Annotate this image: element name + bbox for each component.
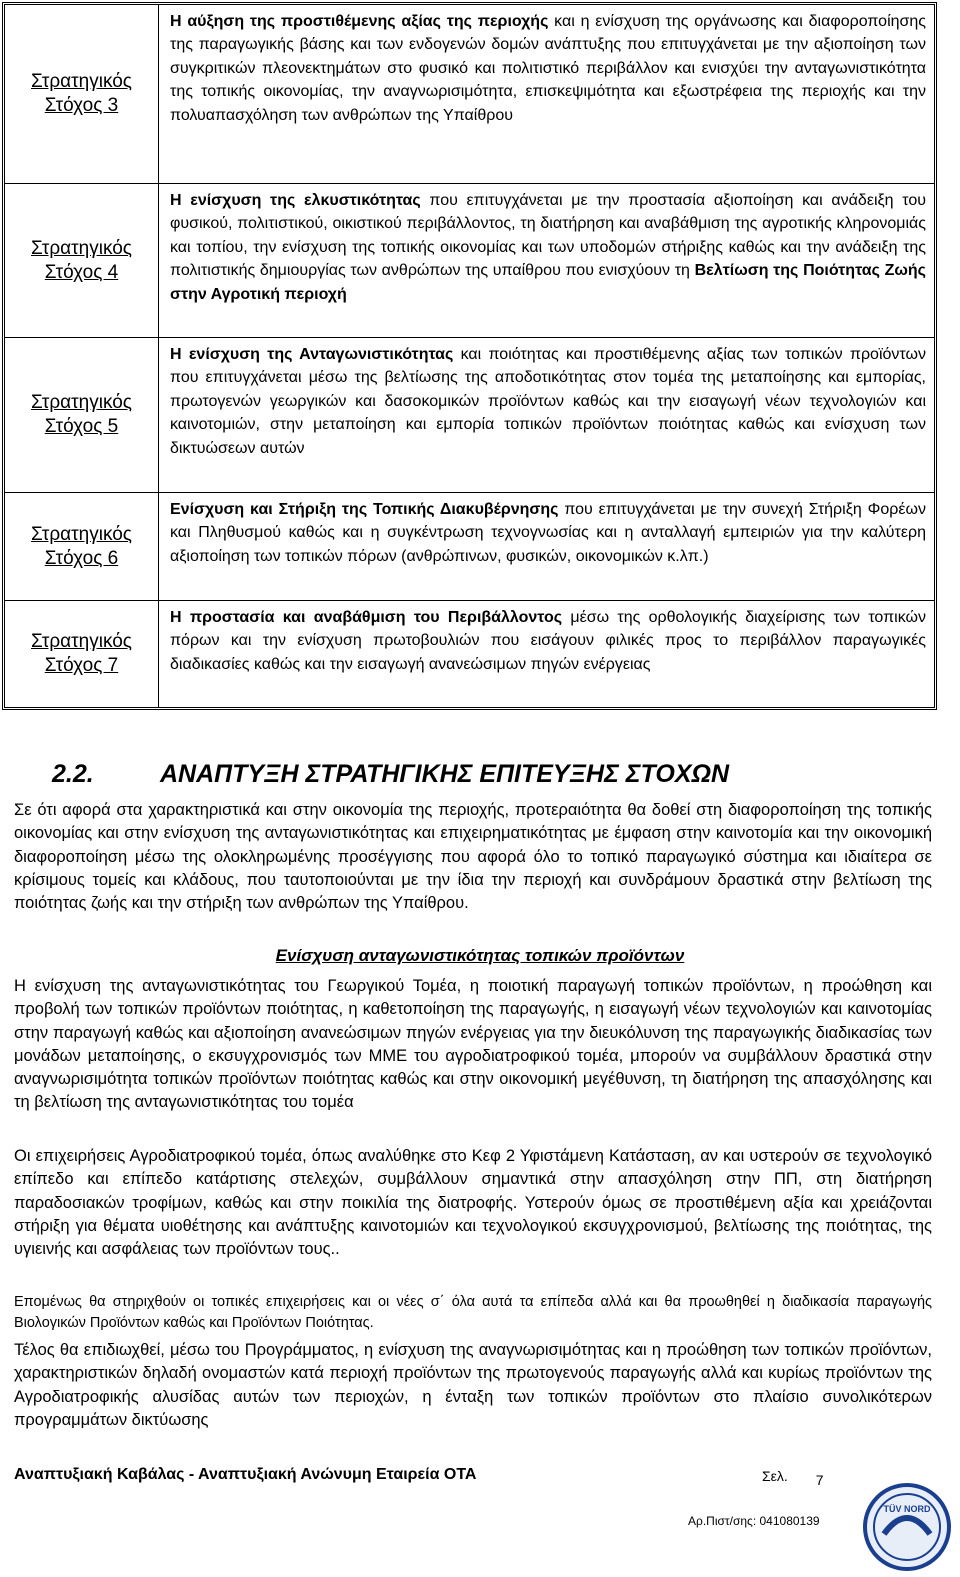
goal-text: και η ενίσχυση της οργάνωσης και διαφοροποίησης της παραγωγικής βάσης και των ενδογενών δομών ανάπτυξης που επιτυγχάνεται με την αξιοποίηση των συγκριτικών πλεονεκτημάτων στο φυσικό και πολιτιστικό περιβάλλον και ενισχύει την ανταγωνιστικότητα της τοπικής οικονομίας, την αναγνωρισιμότητα, επισκεψιμότητα και εξωστρέφεια της περιοχής και την πολυαπασχόληση των ανθρώπων της Υπαίθρου xyxy=(170,13,927,124)
goal-text: που επιτυγχάνεται με την συνεχή Στήριξη Φορέων και Πληθυσμού καθώς και η συγκέντρωση τεχνογνωσίας και η ανταλλαγή εμπειριών για την καλύτερη αξιοποίηση των τοπικών πόρων (ανθρώπινων, φυσικών, οικονομικών κ.λπ.) xyxy=(170,501,927,565)
goal-label-line1: Στρατηγικός xyxy=(31,523,132,545)
goal-bold-text: Η αύξηση της προστιθέμενης αξίας της περιοχής xyxy=(170,13,549,30)
goal-text: και ποιότητας και προστιθέμενης αξίας των τοπικών προϊόντων που επιτυγχάνεται μέσω της βελτίωσης της αποδοτικότητας στον τομέα της μεταποίησης και εμπορίας, πρωτογενών γεωργικών και δασοκομικών προϊόντων καθώς και την εισαγωγή νέων τεχνολογιών και καινοτομιών, στην μεταποίηση και εμπορία τοπικών προϊόντων ποιότητας καθώς και ενίσχυση των δικτυώσεων αυτών xyxy=(170,346,926,457)
goal-text: μέσω της ορθολογικής διαχείρισης των τοπικών πόρων και την ενίσχυση πρωτοβουλιών που εισάγουν φιλικές προς το περιβάλλον παραγωγικές διαδικασίες καθώς και την εισαγωγή ανανεώσιμων πηγών ενέργειας xyxy=(170,609,926,673)
goal-label-line2: Στόχος 5 xyxy=(44,416,119,437)
paragraph-agrifood: Οι επιχειρήσεις Αγροδιατροφικού τομέα, όπως αναλύθηκε στο Κεφ 2 Υφιστάμενη Κατάσταση, αν και υστερούν σε τεχνολογικό επίπεδο και επίπεδο κατάρτισης στελεχών, συμβάλλουν σημαντικά στην απασχόληση στην ΠΠ, στη διατήρηση παραδοσιακών τροφίμων, καθώς και στην ποικιλία της διατροφής. Υστερούν όμως σε προστιθέμενη αξία και χρειάζονται στήριξη για θέματα υιοθέτησης και ανάπτυξης καινοτομιών και τεχνολογικού εκσυγχρονισμού, βελτίωσης της ποιότητας, της υγιεινής και ασφάλειας των προϊόντων τους.. xyxy=(14,1147,932,1259)
goal-row-3 xyxy=(5,5,934,184)
goal-row-5 xyxy=(5,338,934,493)
paragraph-intro: Σε ότι αφορά στα χαρακτηριστικά και στην οικονομία της περιοχής, προτεραιότητα θα δοθεί στη διαφοροποίηση της τοπικής οικονομίας και στην ενίσχυση της ανταγωνιστικότητας και επιχειρηματικότητας με έμφαση στην καινοτομία και την οικονομική διαφοροποίηση μέσω της ολοκληρωμένης προσέγγισης που αφορά όλο το τοπικό παραγωγικό σύστημα και ιδιαίτερα σε κρίσιμους τομείς και κλάδους, που ταυτοποιούνται με την ίδια την περιοχή και συνδράμουν δραστικά στην βελτίωση της ποιότητας ζωής και την στήριξη των ανθρώπων της Υπαίθρου. xyxy=(14,801,932,913)
footer-organization: Αναπτυξιακή Καβάλας - Αναπτυξιακή Ανώνυμη Εταιρεία ΟΤΑ xyxy=(14,1466,477,1483)
goal-bold-text-2: Βελτίωση της Ποιότητας Ζωής στην Αγροτική περιοχή xyxy=(170,262,927,303)
logo-text: TÜV NORD xyxy=(883,1504,931,1514)
page-label: Σελ. xyxy=(762,1468,788,1484)
goal-label-line2: Στόχος 3 xyxy=(44,95,119,116)
page-number: 7 xyxy=(815,1472,824,1488)
goal-row-4 xyxy=(5,184,934,338)
goal-bold-text: Η ενίσχυση της ελκυστικότητας xyxy=(170,192,421,209)
paragraph-competitiveness: Η ενίσχυση της ανταγωνιστικότητας του Γεωργικού Τομέα, η ποιοτική παραγωγή τοπικών προϊόντων, η προώθηση και προβολή των τοπικών προϊόντων ποιότητας, η καθετοποίηση της παραγωγής, η εισαγωγή νέων τεχνολογιών και καινοτομίας στην παραγωγή καθώς και αξιοποίηση ανανεώσιμων πηγών ενέργειας για την διευκόλυνση της παραγωγικής διαδικασίας των μονάδων μεταποίησης, ο εκσυγχρονισμός των ΜΜΕ του αγροδιατροφικού τομέα, μπορούν να συμβάλλουν δραστικά στην αναγνωρισιμότητα τοπικών προϊόντων ποιότητας καθώς και στην οικονομική μεγέθυνση, τη διατήρηση της απασχόλησης και τη βελτίωση της ανταγωνιστικότητας του τομέα xyxy=(14,977,932,1112)
goal-label-line1: Στρατηγικός xyxy=(31,71,132,92)
goal-label-line2: Στόχος 7 xyxy=(44,655,119,676)
goal-label xyxy=(5,493,159,600)
certification-number: Αρ.Πιστ/σης: 041080139 xyxy=(688,1514,820,1528)
goal-row-7 xyxy=(5,601,934,707)
paragraph-support: Επομένως θα στηριχθούν οι τοπικές επιχειρήσεις και οι νέες σ΄ όλα αυτά τα επίπεδα αλλά και θα προωθηθεί η διαδικασία παραγωγής Βιολογικών Προϊόντων καθώς και Προϊόντων Ποιότητας. xyxy=(14,1294,932,1331)
goal-label-line1: Στρατηγικός xyxy=(31,237,132,259)
goal-label-line2: Στόχος 4 xyxy=(44,261,119,283)
goal-label-line1: Στρατηγικός xyxy=(31,631,132,652)
goal-bold-text: Ενίσχυση και Στήριξη της Τοπικής Διακυβέρνησης xyxy=(170,501,559,518)
goal-label xyxy=(5,601,159,707)
goal-text: που επιτυγχάνεται με την προστασία αξιοποίηση και ανάδειξη του φυσικού, πολιτιστικού, οικιστικού περιβάλλοντος, τη διατήρηση και αναβάθμιση της αγροτικής κληρονομιάς και τοπίου, την ενίσχυση της τοπικής οικονομίας και των υποδομών στήριξης καθώς και την ανάδειξη της πολιτιστικής δημιουργίας των ανθρώπων της υπαίθρου που ενισχύουν τη xyxy=(170,192,926,280)
certification-logo xyxy=(862,1482,952,1572)
goal-description xyxy=(159,338,934,492)
goal-description xyxy=(159,184,934,337)
goal-bold-text: Η προστασία και αναβάθμιση του Περιβάλλοντος xyxy=(170,609,563,626)
goal-label xyxy=(5,184,159,337)
goal-label-line2: Στόχος 6 xyxy=(44,547,119,569)
goal-label-line1: Στρατηγικός xyxy=(31,392,132,413)
goal-label xyxy=(5,5,159,183)
section-heading xyxy=(52,760,729,789)
subheading: Ενίσχυση ανταγωνιστικότητας τοπικών προϊόντων xyxy=(275,946,685,965)
footer-page xyxy=(762,1468,824,1488)
goal-bold-text: Η ενίσχυση της Ανταγωνιστικότητας xyxy=(170,346,454,363)
section-number: 2.2. xyxy=(52,760,94,788)
goal-label xyxy=(5,338,159,492)
goal-row-6 xyxy=(5,493,934,601)
section-title: ΑΝΑΠΤΥΞΗ ΣΤΡΑΤΗΓΙΚΗΣ ΕΠΙΤΕΥΞΗΣ ΣΤΟΧΩΝ xyxy=(160,760,730,788)
goal-description xyxy=(159,601,934,707)
goal-description xyxy=(159,5,934,183)
strategic-goals-table xyxy=(2,2,937,710)
paragraph-promotion: Τέλος θα επιδιωχθεί, μέσω του Προγράμματος, η ενίσχυση της αναγνωρισιμότητας και η προώθηση των τοπικών προϊόντων, χαρακτηριστικών δηλαδή ονομαστών κατά περιοχή προϊόντων της πρωτογενούς παραγωγής αλλά και κυρίως προϊόντων της Αγροδιατροφικής αλυσίδας αυτών των περιοχών, η ένταξη των τοπικών προϊόντων στο πλαίσιο συνολικότερων προγραμμάτων δικτύωσης xyxy=(14,1341,932,1429)
goal-description xyxy=(159,493,934,600)
